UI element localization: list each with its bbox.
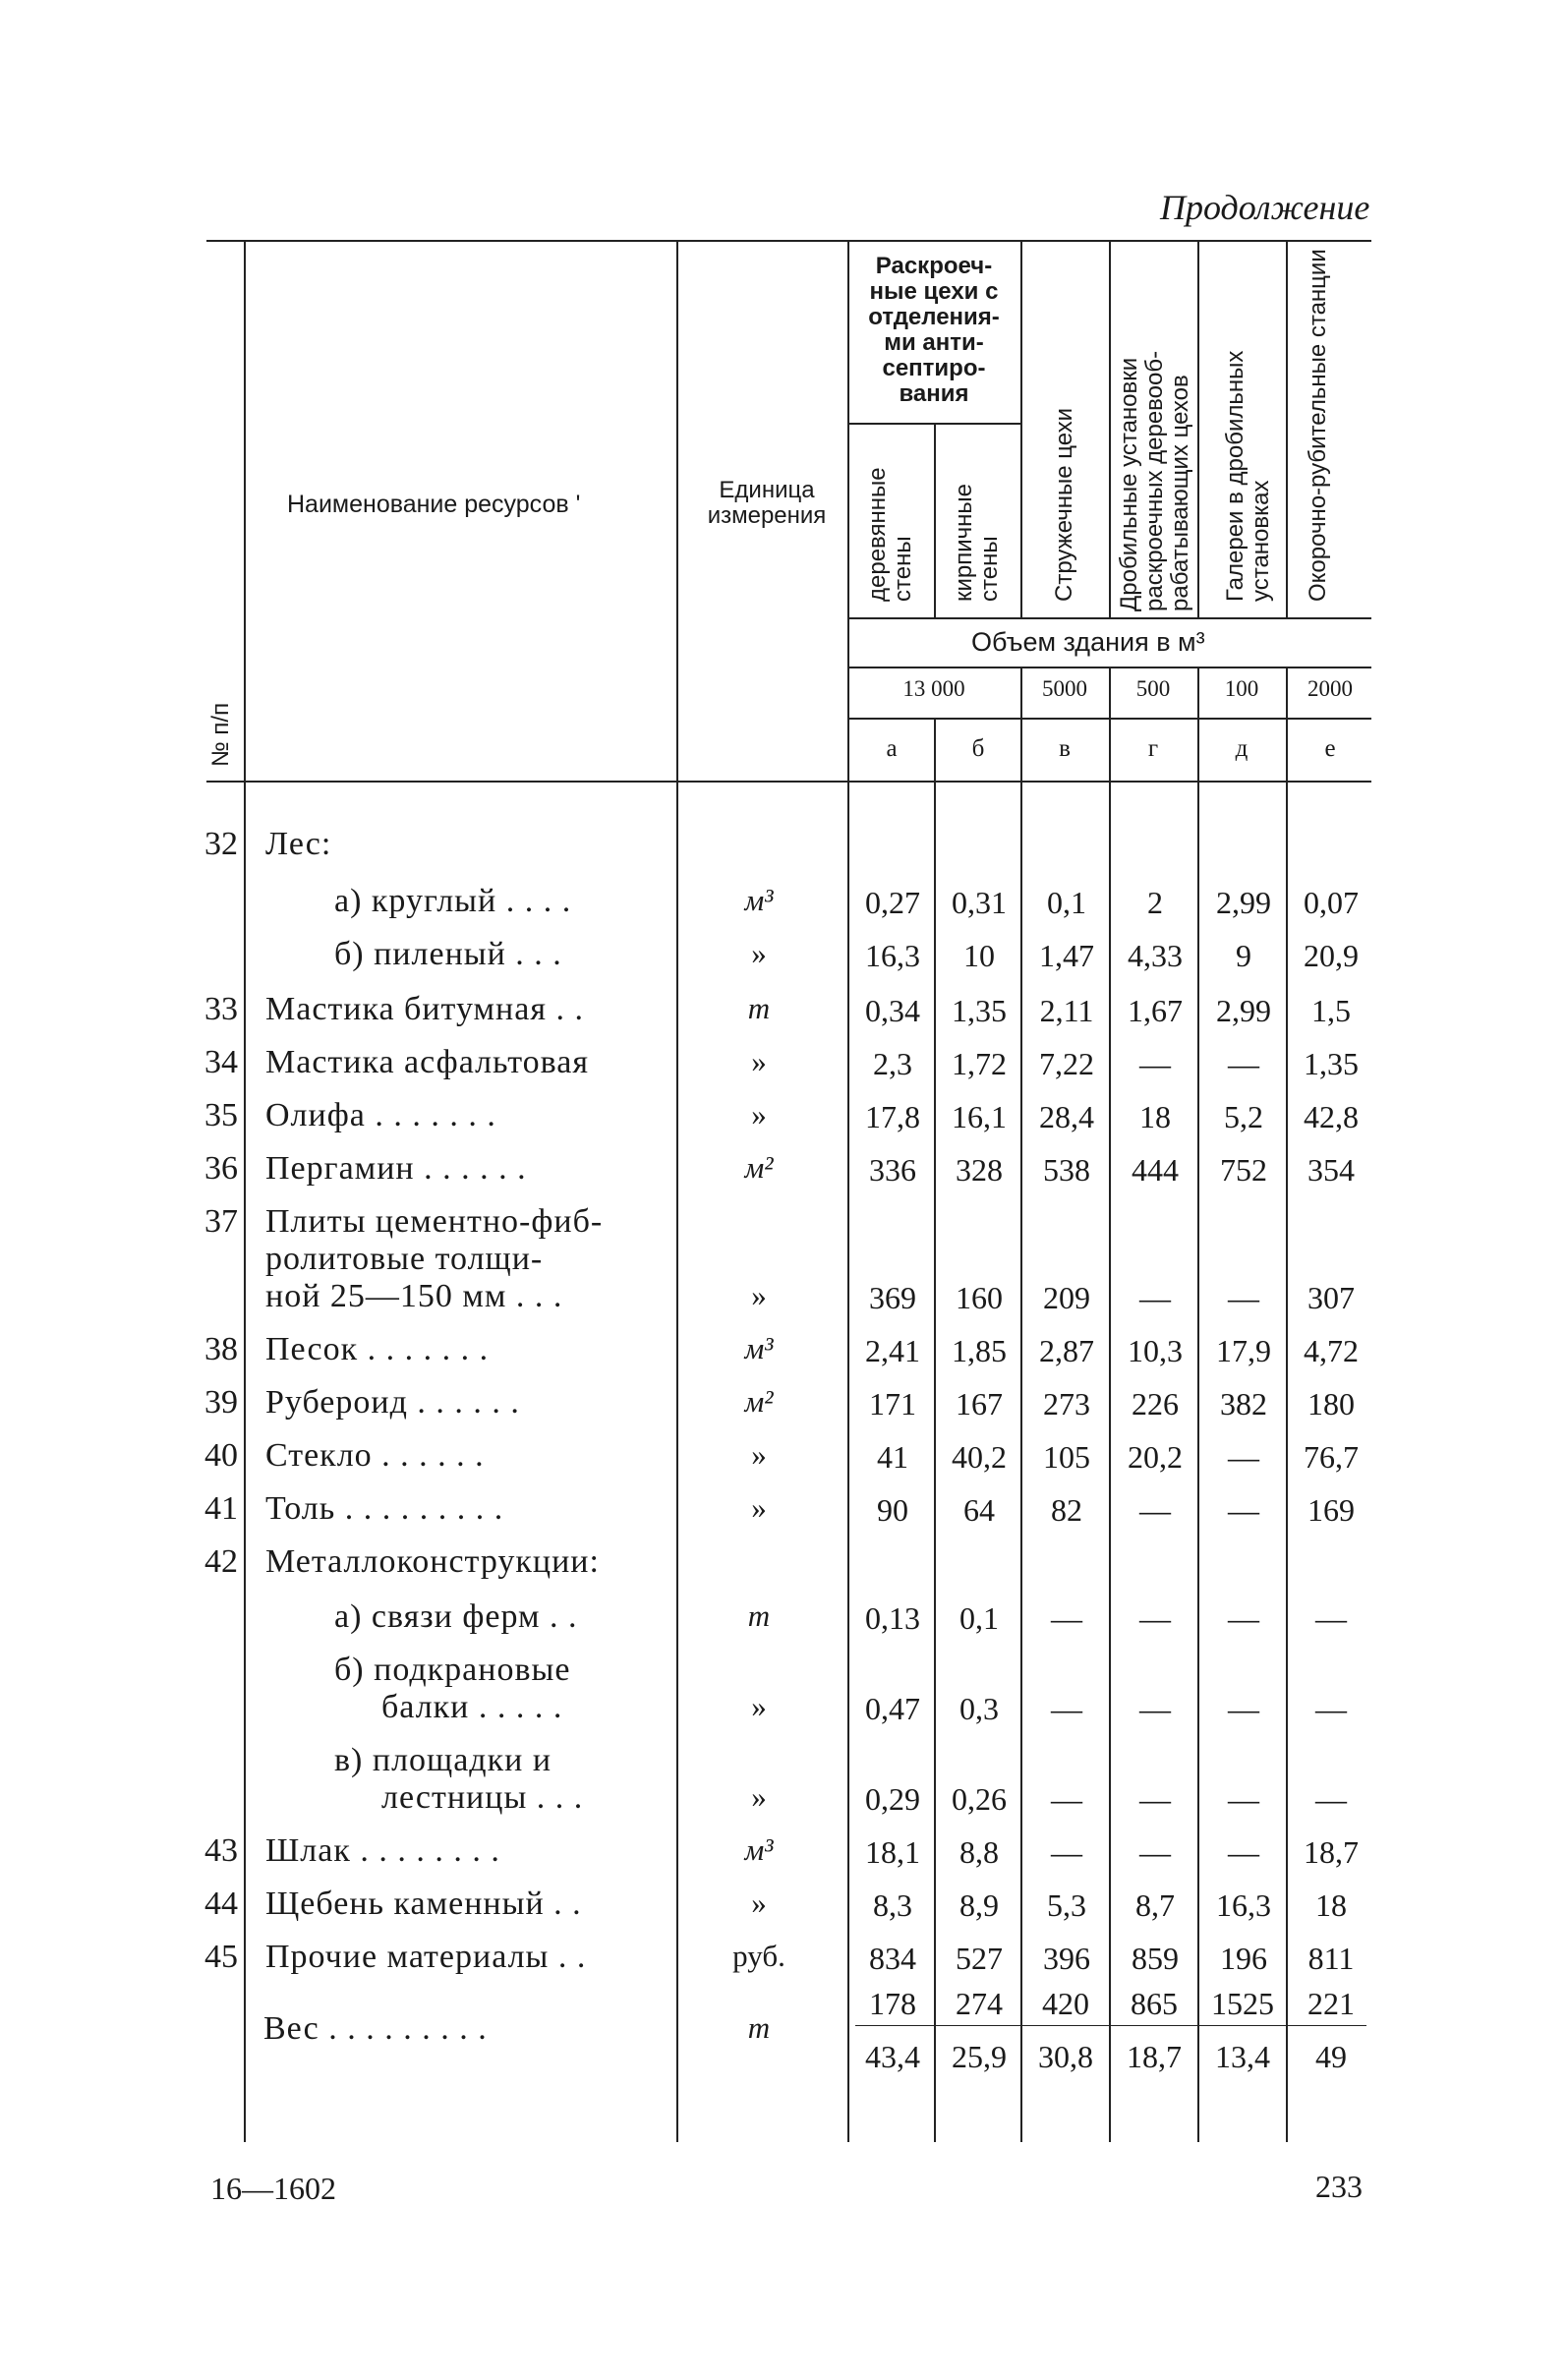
- row-name: Толь . . . . . . . . .: [265, 1490, 504, 1527]
- row-value: —: [1139, 1280, 1171, 1315]
- row-value: 90: [877, 1492, 908, 1528]
- row-name: б) пиленый . . .: [334, 936, 562, 972]
- row-unit: м²: [744, 1150, 774, 1185]
- row-unit: »: [751, 1490, 767, 1525]
- row-name: Стекло . . . . . .: [265, 1437, 485, 1474]
- row-value: 0,31: [952, 885, 1007, 920]
- row-number: 33: [204, 991, 238, 1027]
- row-value: 160: [956, 1280, 1003, 1315]
- row-name: балки . . . . .: [381, 1689, 563, 1725]
- letter-g: г: [1147, 735, 1159, 762]
- row-value: 396: [1043, 1941, 1090, 1976]
- header-col-e: Окорочно-рубительные станции: [1305, 249, 1331, 602]
- row-value: 1,35: [1304, 1046, 1359, 1081]
- weight-bottom-value: 43,4: [865, 2039, 920, 2074]
- row-value: 10: [963, 938, 995, 973]
- header-name: Наименование ресурсов ': [287, 491, 581, 518]
- row-value: 10,3: [1128, 1333, 1183, 1368]
- row-value: 76,7: [1304, 1439, 1359, 1475]
- row-name: Металлоконструкции:: [265, 1543, 600, 1580]
- row-name: Песок . . . . . . .: [265, 1331, 490, 1367]
- weight-top-value: 274: [956, 1986, 1003, 2021]
- row-number: 34: [204, 1044, 238, 1080]
- weight-bottom-value: 18,7: [1127, 2039, 1182, 2074]
- col-rule-b-hdr: [1020, 240, 1022, 617]
- row-number: 37: [204, 1203, 238, 1240]
- row-value: 5,3: [1047, 1887, 1086, 1923]
- row-value: 16,3: [1216, 1887, 1271, 1923]
- row-value: 28,4: [1039, 1099, 1094, 1134]
- volume-v: 5000: [1042, 676, 1087, 701]
- col-rule-no: [244, 240, 246, 2142]
- row-value: 0,3: [959, 1691, 999, 1726]
- weight-top-value: 1525: [1211, 1986, 1274, 2021]
- row-value: 2,11: [1039, 993, 1094, 1028]
- col-rule-d-hdr: [1286, 240, 1288, 617]
- row-value: 1,85: [952, 1333, 1007, 1368]
- row-value: 0,07: [1304, 885, 1359, 920]
- row-value: 2,3: [873, 1046, 912, 1081]
- row-value: 105: [1043, 1439, 1090, 1475]
- row-unit: м³: [744, 1331, 774, 1365]
- row-unit: м³: [744, 883, 774, 917]
- col-rule-a-hdr: [934, 423, 936, 617]
- row-value: —: [1315, 1781, 1347, 1817]
- row-value: —: [1051, 1691, 1082, 1726]
- row-unit: »: [751, 936, 767, 970]
- row-unit: »: [751, 1097, 767, 1131]
- row-value: 8,8: [959, 1834, 999, 1870]
- row-value: 41: [877, 1439, 908, 1475]
- row-value: —: [1051, 1781, 1082, 1817]
- row-unit: »: [751, 1278, 767, 1312]
- row-value: —: [1139, 1691, 1171, 1726]
- letter-b: б: [971, 735, 985, 762]
- row-value: 0,1: [959, 1600, 999, 1636]
- col-rule-name: [676, 240, 678, 2142]
- letter-d: д: [1235, 735, 1249, 762]
- row-value: 42,8: [1304, 1099, 1359, 1134]
- row-name: а) круглый . . . .: [334, 883, 572, 919]
- row-unit: т: [747, 991, 771, 1025]
- col-rule-v-hdr: [1109, 240, 1111, 617]
- row-value: 0,34: [865, 993, 920, 1028]
- row-value: 4,72: [1304, 1333, 1359, 1368]
- volume-ab: 13 000: [902, 676, 965, 701]
- row-value: 1,67: [1128, 993, 1183, 1028]
- row-value: —: [1228, 1691, 1259, 1726]
- letter-a: а: [886, 735, 898, 762]
- row-value: 328: [956, 1152, 1003, 1188]
- row-unit: руб.: [732, 1939, 785, 1973]
- row-value: 307: [1307, 1280, 1355, 1315]
- row-value: —: [1228, 1492, 1259, 1528]
- row-number: 35: [204, 1097, 238, 1133]
- row-unit: »: [751, 1779, 767, 1814]
- row-value: 8,9: [959, 1887, 999, 1923]
- row-value: 527: [956, 1941, 1003, 1976]
- row-value: —: [1228, 1600, 1259, 1636]
- row-value: —: [1315, 1600, 1347, 1636]
- volume-g: 500: [1135, 676, 1171, 701]
- row-value: 196: [1220, 1941, 1267, 1976]
- letter-e: е: [1324, 735, 1336, 762]
- row-value: —: [1228, 1439, 1259, 1475]
- letter-v: в: [1059, 735, 1071, 762]
- page-number: 233: [1315, 2169, 1363, 2204]
- row-value: —: [1228, 1046, 1259, 1081]
- row-value: 167: [956, 1386, 1003, 1422]
- row-name: Щебень каменный . .: [265, 1886, 582, 1922]
- header-unit: Единица измерения: [707, 477, 827, 529]
- weight-bottom-value: 25,9: [952, 2039, 1007, 2074]
- volume-rule-top: [847, 617, 1371, 619]
- weight-bottom-value: 49: [1315, 2039, 1347, 2074]
- col-rule-a: [934, 718, 936, 2142]
- row-value: 444: [1132, 1152, 1179, 1188]
- col-rule-g: [1197, 667, 1199, 2142]
- col-rule-b: [1020, 667, 1022, 2142]
- row-value: 18: [1139, 1099, 1171, 1134]
- row-number: 44: [204, 1886, 238, 1922]
- row-value: 336: [869, 1152, 916, 1188]
- row-value: 18: [1315, 1887, 1347, 1923]
- header-col-d: Галереи в дробильных установках: [1222, 350, 1274, 602]
- row-value: 40,2: [952, 1439, 1007, 1475]
- header-col-a: деревянные стены: [864, 467, 916, 602]
- row-value: 16,1: [952, 1099, 1007, 1134]
- row-value: 0,27: [865, 885, 920, 920]
- weight-top-value: 865: [1131, 1986, 1178, 2021]
- row-name: б) подкрановые: [334, 1652, 571, 1688]
- row-number: 42: [204, 1543, 238, 1580]
- row-name: Олифа . . . . . . .: [265, 1097, 496, 1133]
- row-unit: »: [751, 1689, 767, 1723]
- row-unit: »: [751, 1886, 767, 1920]
- row-number: 45: [204, 1939, 238, 1975]
- row-value: —: [1139, 1492, 1171, 1528]
- weight-fraction-rule: [855, 2025, 1366, 2026]
- row-value: 18,1: [865, 1834, 920, 1870]
- row-number: 41: [204, 1490, 238, 1527]
- row-number: 40: [204, 1437, 238, 1474]
- row-name: Рубероид . . . . . .: [265, 1384, 520, 1421]
- row-value: —: [1051, 1600, 1082, 1636]
- row-value: 18,7: [1304, 1834, 1359, 1870]
- header-group-raskroy: Раскроеч- ные цехи с отделения- ми анти- септиро- вания: [868, 253, 1000, 407]
- row-value: 8,3: [873, 1887, 912, 1923]
- row-unit: т: [747, 1598, 771, 1633]
- col-rule-unit: [847, 240, 849, 2142]
- row-value: 273: [1043, 1386, 1090, 1422]
- row-name: ной 25—150 мм . . .: [265, 1278, 563, 1314]
- row-value: 752: [1220, 1152, 1267, 1188]
- weight-top-value: 178: [869, 1986, 916, 2021]
- row-value: 17,9: [1216, 1333, 1271, 1368]
- row-number: 43: [204, 1832, 238, 1869]
- row-value: —: [1228, 1280, 1259, 1315]
- row-name: Мастика битумная . .: [265, 991, 584, 1027]
- row-name: Пергамин . . . . . .: [265, 1150, 527, 1187]
- row-unit: »: [751, 1437, 767, 1472]
- row-name: Мастика асфальтовая: [265, 1044, 590, 1080]
- row-value: —: [1139, 1834, 1171, 1870]
- header-col-g: Дробильные установки раскроечных деревооб- рабатывающих цехов: [1116, 350, 1193, 611]
- row-value: 20,9: [1304, 938, 1359, 973]
- row-name: лестницы . . .: [381, 1779, 584, 1816]
- weight-bottom-value: 13,4: [1215, 2039, 1270, 2074]
- row-number: 38: [204, 1331, 238, 1367]
- row-unit: »: [751, 1044, 767, 1078]
- row-value: —: [1228, 1834, 1259, 1870]
- row-value: 16,3: [865, 938, 920, 973]
- row-value: —: [1315, 1691, 1347, 1726]
- row-value: 9: [1236, 938, 1251, 973]
- row-value: 82: [1051, 1492, 1082, 1528]
- row-value: 859: [1132, 1941, 1179, 1976]
- row-value: 1,5: [1311, 993, 1351, 1028]
- row-unit: м³: [744, 1832, 774, 1867]
- row-value: 0,13: [865, 1600, 920, 1636]
- header-no: № п/п: [207, 702, 234, 767]
- volume-label: Объем здания в м³: [971, 627, 1205, 657]
- col-rule-d: [1286, 667, 1288, 2142]
- row-name: Прочие материалы . .: [265, 1939, 587, 1975]
- weight-top-value: 221: [1307, 1986, 1355, 2021]
- row-value: 0,26: [952, 1781, 1007, 1817]
- footer-code: 16—1602: [210, 2171, 336, 2206]
- row-name: Шлак . . . . . . . .: [265, 1832, 500, 1869]
- weight-label: Вес . . . . . . . . .: [263, 2010, 488, 2047]
- weight-bottom-value: 30,8: [1038, 2039, 1093, 2074]
- weight-unit: т: [747, 2010, 771, 2045]
- row-value: 2: [1147, 885, 1163, 920]
- row-value: 0,1: [1047, 885, 1086, 920]
- row-value: 4,33: [1128, 938, 1183, 973]
- row-value: 369: [869, 1280, 916, 1315]
- row-value: 354: [1307, 1152, 1355, 1188]
- row-value: 0,47: [865, 1691, 920, 1726]
- row-value: 169: [1307, 1492, 1355, 1528]
- row-value: 226: [1132, 1386, 1179, 1422]
- row-value: 209: [1043, 1280, 1090, 1315]
- row-value: 5,2: [1224, 1099, 1263, 1134]
- row-value: —: [1051, 1834, 1082, 1870]
- row-value: 8,7: [1135, 1887, 1175, 1923]
- row-value: 0,29: [865, 1781, 920, 1817]
- row-value: 1,35: [952, 993, 1007, 1028]
- row-value: 834: [869, 1941, 916, 1976]
- row-unit: м²: [744, 1384, 774, 1419]
- row-number: 32: [204, 826, 238, 862]
- row-value: 1,47: [1039, 938, 1094, 973]
- row-value: 7,22: [1039, 1046, 1094, 1081]
- row-value: —: [1139, 1600, 1171, 1636]
- col-rule-g-hdr: [1197, 240, 1199, 617]
- row-value: 811: [1307, 1941, 1355, 1976]
- row-value: 538: [1043, 1152, 1090, 1188]
- row-value: 1,72: [952, 1046, 1007, 1081]
- row-name: а) связи ферм . .: [334, 1598, 578, 1635]
- row-name: ролитовые толщи-: [265, 1241, 544, 1277]
- row-value: —: [1228, 1781, 1259, 1817]
- row-value: 20,2: [1128, 1439, 1183, 1475]
- header-col-b: кирпичные стены: [951, 483, 1003, 602]
- row-number: 36: [204, 1150, 238, 1187]
- row-name: Лес:: [265, 826, 332, 862]
- weight-top-value: 420: [1042, 1986, 1089, 2021]
- row-value: 64: [963, 1492, 995, 1528]
- row-name: Плиты цементно-фиб-: [265, 1203, 604, 1240]
- row-value: 2,87: [1039, 1333, 1094, 1368]
- volume-e: 2000: [1307, 676, 1353, 701]
- volume-d: 100: [1224, 676, 1259, 701]
- row-value: 17,8: [865, 1099, 920, 1134]
- row-value: 382: [1220, 1386, 1267, 1422]
- col-rule-v: [1109, 667, 1111, 2142]
- row-value: 2,99: [1216, 885, 1271, 920]
- row-name: в) площадки и: [334, 1742, 552, 1778]
- row-value: 2,41: [865, 1333, 920, 1368]
- row-value: —: [1139, 1781, 1171, 1817]
- row-value: 171: [869, 1386, 916, 1422]
- continuation-label: Продолжение: [1160, 188, 1370, 227]
- header-col-v: Стружечные цехи: [1051, 407, 1077, 602]
- row-number: 39: [204, 1384, 238, 1421]
- row-value: 2,99: [1216, 993, 1271, 1028]
- row-value: —: [1139, 1046, 1171, 1081]
- row-value: 180: [1307, 1386, 1355, 1422]
